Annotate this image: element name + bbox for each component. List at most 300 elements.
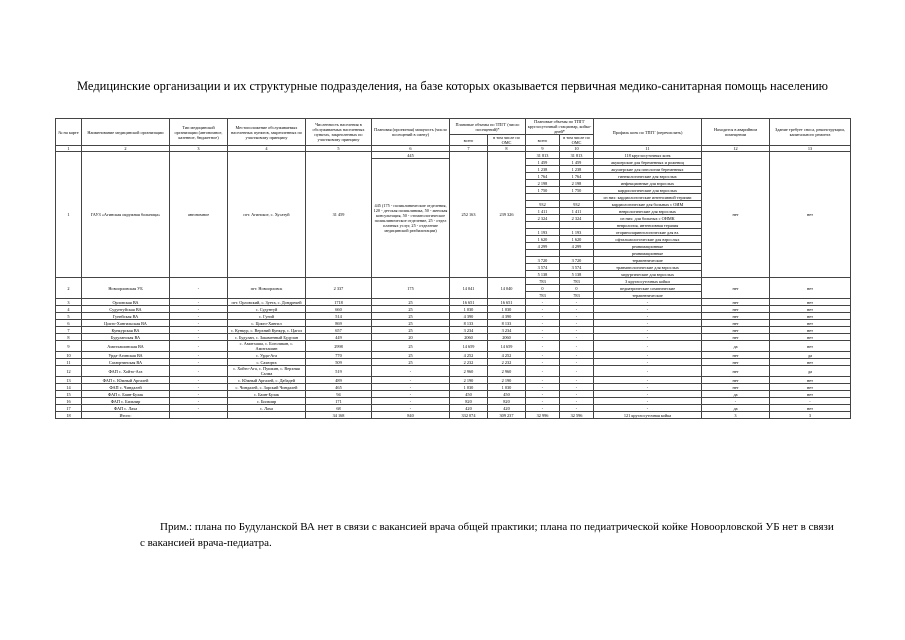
facility-name: Будуланская ВА bbox=[82, 334, 170, 341]
visits-oms: 2 190 bbox=[488, 377, 526, 384]
facility-name: ФАП с. Лаха bbox=[82, 405, 170, 412]
facility-capacity: - bbox=[372, 377, 450, 384]
demolition-status: нет bbox=[770, 278, 851, 299]
bed-total: 1 764 bbox=[526, 173, 560, 180]
bed-total: - bbox=[526, 384, 560, 391]
column-number: 12 bbox=[702, 146, 770, 152]
emergency-status: нет bbox=[702, 313, 770, 320]
bed-oms: 2 324 bbox=[560, 215, 594, 222]
column-number: 2 bbox=[82, 146, 170, 152]
bed-profile: - bbox=[594, 391, 702, 398]
bed-profile: кардиологические для больных с ОИМ bbox=[594, 201, 702, 208]
emergency-status: нет bbox=[702, 299, 770, 306]
header-population: Численность населения в обслуживаемых населенных пунктах, закрепленных по участковому принципу bbox=[306, 119, 372, 146]
visits-oms: 2060 bbox=[488, 334, 526, 341]
facility-name: Гунейская ВА bbox=[82, 313, 170, 320]
visits-total: 3 234 bbox=[450, 327, 488, 334]
bed-oms: - bbox=[560, 334, 594, 341]
bed-oms: 783 bbox=[560, 278, 594, 285]
emergency-status: нет bbox=[702, 306, 770, 313]
facility-location: пгт. Агинское, с. Хусатуй bbox=[228, 152, 306, 278]
demolition-status: нет bbox=[770, 384, 851, 391]
bed-total: - bbox=[526, 299, 560, 306]
visits-total: 2 960 bbox=[450, 366, 488, 377]
facility-location: с. Сахюрта bbox=[228, 359, 306, 366]
facility-name: ФАП с. Южный Аргалей bbox=[82, 377, 170, 384]
demolition-status: да bbox=[770, 366, 851, 377]
facility-name: Амитхашинская ВА bbox=[82, 341, 170, 352]
bed-profile: - bbox=[594, 352, 702, 359]
facility-location: с. Цокто-Хангил bbox=[228, 320, 306, 327]
facility-population: 465 bbox=[306, 384, 372, 391]
facility-capacity: - bbox=[372, 391, 450, 398]
bed-oms: - bbox=[560, 341, 594, 352]
emergency-status: нет bbox=[702, 377, 770, 384]
visits-oms: 450 bbox=[488, 391, 526, 398]
visits-total: 14 659 bbox=[450, 341, 488, 352]
bed-oms: - bbox=[560, 359, 594, 366]
facility-name: ФАП с. Хойто-Ага bbox=[82, 366, 170, 377]
bed-oms bbox=[560, 194, 594, 201]
bed-profile: реанимационные bbox=[594, 243, 702, 250]
bed-profile: - bbox=[594, 320, 702, 327]
facility-capacity-total: 445 bbox=[372, 152, 450, 159]
facility-population: 509 bbox=[306, 359, 372, 366]
visits-total: 2 232 bbox=[450, 359, 488, 366]
facility-capacity: 25 bbox=[372, 327, 450, 334]
bed-oms: 31 813 bbox=[560, 152, 594, 159]
table-row bbox=[56, 391, 851, 398]
facility-location: с. Хойто-Ага, с. Пушкин, с. Верхняя Салма bbox=[228, 366, 306, 377]
row-number: 8 bbox=[56, 334, 82, 341]
bed-oms: 3 574 bbox=[560, 264, 594, 271]
column-number: 3 bbox=[170, 146, 228, 152]
column-number: 11 bbox=[594, 146, 702, 152]
bed-profile: акушерские для патологии беременных bbox=[594, 166, 702, 173]
bed-profile: - bbox=[594, 341, 702, 352]
bed-oms: 2 198 bbox=[560, 180, 594, 187]
bed-profile: неврологические для взрослых bbox=[594, 208, 702, 215]
subheader-total: всего bbox=[526, 135, 560, 146]
bed-total: - bbox=[526, 405, 560, 412]
subheader-oms: в том числе по ОМС bbox=[488, 135, 526, 146]
header-no: № на карте bbox=[56, 119, 82, 146]
bed-oms: 3 720 bbox=[560, 257, 594, 264]
emergency-status: да bbox=[702, 391, 770, 398]
demolition-status: нет bbox=[770, 334, 851, 341]
row-number: 14 bbox=[56, 384, 82, 391]
header-name: Наименование медицинской организации bbox=[82, 119, 170, 146]
facility-population: 2998 bbox=[306, 341, 372, 352]
column-number: 10 bbox=[560, 146, 594, 152]
bed-profile: хирургические для взрослых bbox=[594, 271, 702, 278]
bed-oms: 1 620 bbox=[560, 236, 594, 243]
facility-location: с. Баин-Булак bbox=[228, 391, 306, 398]
bed-oms: - bbox=[560, 405, 594, 412]
bed-oms: - bbox=[560, 391, 594, 398]
facility-population: 770 bbox=[306, 352, 372, 359]
facility-population: 171 bbox=[306, 398, 372, 405]
bed-profile: - bbox=[594, 313, 702, 320]
facility-type: - bbox=[170, 278, 228, 299]
facility-name: Итого: bbox=[82, 412, 170, 419]
facility-capacity: - bbox=[372, 366, 450, 377]
bed-oms: 4 299 bbox=[560, 243, 594, 250]
bed-oms: - bbox=[560, 327, 594, 334]
visits-total: 2 190 bbox=[450, 377, 488, 384]
facility-population: 514 bbox=[306, 313, 372, 320]
facility-type: - bbox=[170, 327, 228, 334]
facility-name: Кункурская ВА bbox=[82, 327, 170, 334]
emergency-status: да bbox=[702, 341, 770, 352]
bed-oms: 0 bbox=[560, 285, 594, 292]
facility-population: 34 168 bbox=[306, 412, 372, 419]
facility-capacity: 25 bbox=[372, 341, 450, 352]
bed-profile: терапевтические bbox=[594, 292, 702, 299]
bed-profile: - bbox=[594, 384, 702, 391]
header-bed-profile: Профиль коек по ТПГГ (перечислить) bbox=[594, 119, 702, 146]
bed-oms: 32 596 bbox=[560, 412, 594, 419]
bed-total: 1 238 bbox=[526, 166, 560, 173]
header-demolition: Здание требует сноса, реконструкции, капитального ремонта bbox=[770, 119, 851, 146]
demolition-status: нет bbox=[770, 313, 851, 320]
header-visits: Плановые объемы по ТПГГ (число посещений)* bbox=[450, 119, 526, 135]
column-number: 5 bbox=[306, 146, 372, 152]
bed-profile: - bbox=[594, 327, 702, 334]
bed-profile: 121 круглосуточная койка bbox=[594, 412, 702, 419]
table-row bbox=[56, 313, 851, 320]
row-number: 3 bbox=[56, 299, 82, 306]
facility-name: Орловская ВА bbox=[82, 299, 170, 306]
visits-oms: 1 030 bbox=[488, 306, 526, 313]
facilities-table bbox=[55, 118, 851, 419]
emergency-status: нет bbox=[702, 320, 770, 327]
facility-location: с. Гунэй bbox=[228, 313, 306, 320]
bed-profile: офтальмологические для взрослых bbox=[594, 236, 702, 243]
bed-total: 783 bbox=[526, 278, 560, 285]
facility-location: с. Амитхаша, с. Боголикан, с. Амитхашин bbox=[228, 341, 306, 352]
facility-population: 489 bbox=[306, 377, 372, 384]
header-capacity: Плановая (проектная) мощность (число посещений в смену) bbox=[372, 119, 450, 146]
bed-oms: 1 238 bbox=[560, 166, 594, 173]
bed-oms: 783 bbox=[560, 292, 594, 299]
bed-total: - bbox=[526, 352, 560, 359]
facility-population: 449 bbox=[306, 334, 372, 341]
facility-capacity: 20 bbox=[372, 334, 450, 341]
bed-total: 2 198 bbox=[526, 180, 560, 187]
facility-population: 869 bbox=[306, 320, 372, 327]
row-number: 9 bbox=[56, 341, 82, 352]
facility-type: - bbox=[170, 366, 228, 377]
visits-total: 8 133 bbox=[450, 320, 488, 327]
facility-type: - bbox=[170, 398, 228, 405]
facility-location: пгт. Орловский, с. Зуета, с. Дондрекей bbox=[228, 299, 306, 306]
bed-total: - bbox=[526, 320, 560, 327]
demolition-status: нет bbox=[770, 299, 851, 306]
bed-total: 1 193 bbox=[526, 229, 560, 236]
bed-profile: из них: для больных с ОНМК bbox=[594, 215, 702, 222]
facility-type: - bbox=[170, 377, 228, 384]
bed-profile: терапевтические bbox=[594, 257, 702, 264]
row-number: 12 bbox=[56, 366, 82, 377]
row-number: 18 bbox=[56, 412, 82, 419]
table-row bbox=[56, 366, 851, 377]
facility-location: с. Урда-Ага bbox=[228, 352, 306, 359]
bed-oms: - bbox=[560, 366, 594, 377]
demolition-status: - bbox=[770, 398, 851, 405]
facility-name: ГАУЗ «Агинская окружная больница» bbox=[82, 152, 170, 278]
table-row bbox=[56, 341, 851, 352]
bed-total: - bbox=[526, 334, 560, 341]
facility-capacity: - bbox=[372, 384, 450, 391]
row-number: 5 bbox=[56, 313, 82, 320]
bed-profile: оториноларингологические для вз. bbox=[594, 229, 702, 236]
bed-total: - bbox=[526, 398, 560, 405]
facility-name: ФАП с. Чиндалей bbox=[82, 384, 170, 391]
visits-total: 2060 bbox=[450, 334, 488, 341]
table-row bbox=[56, 334, 851, 341]
facility-capacity: 175 bbox=[372, 278, 450, 299]
visits-oms: 3 234 bbox=[488, 327, 526, 334]
visits-oms: 239 326 bbox=[488, 152, 526, 278]
column-number: 13 bbox=[770, 146, 851, 152]
facility-population: 519 bbox=[306, 366, 372, 377]
demolition-status: нет bbox=[770, 306, 851, 313]
facility-name: ФАП с. Бильчир bbox=[82, 398, 170, 405]
facility-capacity: 25 bbox=[372, 313, 450, 320]
visits-total: 332 074 bbox=[450, 412, 488, 419]
bed-oms: - bbox=[560, 306, 594, 313]
row-number: 1 bbox=[56, 152, 82, 278]
emergency-status: нет bbox=[702, 384, 770, 391]
bed-oms: 1 750 bbox=[560, 187, 594, 194]
facility-name: Судунтуйская ВА bbox=[82, 306, 170, 313]
bed-profile: травматологические для взрослых bbox=[594, 264, 702, 271]
row-number: 4 bbox=[56, 306, 82, 313]
facility-capacity: - bbox=[372, 405, 450, 412]
visits-oms: 4 390 bbox=[488, 313, 526, 320]
visits-total: 420 bbox=[450, 405, 488, 412]
visits-total: 14 041 bbox=[450, 278, 488, 299]
subheader-oms: в том числе по ОМС bbox=[560, 135, 594, 146]
bed-profile: кардиологические для взрослых bbox=[594, 187, 702, 194]
column-number: 6 bbox=[372, 146, 450, 152]
bed-oms: 1 411 bbox=[560, 208, 594, 215]
table-row bbox=[56, 384, 851, 391]
facility-type: - bbox=[170, 384, 228, 391]
bed-total: - bbox=[526, 327, 560, 334]
row-number: 16 bbox=[56, 398, 82, 405]
row-number: 17 bbox=[56, 405, 82, 412]
bed-total: 783 bbox=[526, 292, 560, 299]
demolition-status: нет bbox=[770, 327, 851, 334]
emergency-status: - bbox=[702, 398, 770, 405]
bed-total: 2 324 bbox=[526, 215, 560, 222]
visits-oms: 8 133 bbox=[488, 320, 526, 327]
bed-total: 0 bbox=[526, 285, 560, 292]
row-number: 15 bbox=[56, 391, 82, 398]
bed-total: - bbox=[526, 306, 560, 313]
facility-type: - bbox=[170, 320, 228, 327]
column-number: 7 bbox=[450, 146, 488, 152]
bed-profile: - bbox=[594, 377, 702, 384]
visits-oms: 2 960 bbox=[488, 366, 526, 377]
header-type: Тип медицинской организации (автономное, казенное, бюджетное) bbox=[170, 119, 228, 146]
visits-oms: 2 232 bbox=[488, 359, 526, 366]
bed-total: - bbox=[526, 377, 560, 384]
facility-type: - bbox=[170, 313, 228, 320]
emergency-status: нет bbox=[702, 327, 770, 334]
demolition-status: нет bbox=[770, 152, 851, 278]
bed-profile: - bbox=[594, 299, 702, 306]
facility-location: с. Южный Аргалей, с. Дабадей bbox=[228, 377, 306, 384]
demolition-status: нет bbox=[770, 405, 851, 412]
facility-capacity: 25 bbox=[372, 320, 450, 327]
visits-total: 4 390 bbox=[450, 313, 488, 320]
bed-profile: инфекционные для взрослых bbox=[594, 180, 702, 187]
visits-total: 4 252 bbox=[450, 352, 488, 359]
row-number: 7 bbox=[56, 327, 82, 334]
facility-capacity: 25 bbox=[372, 306, 450, 313]
bed-oms: - bbox=[560, 313, 594, 320]
facility-location: с. Лаха bbox=[228, 405, 306, 412]
header-beds: Плановые объемы по ТПГГ круглосуточный стационар, койко-дней* bbox=[526, 119, 594, 135]
bed-profile: - bbox=[594, 306, 702, 313]
bed-oms: 1 459 bbox=[560, 159, 594, 166]
table-row bbox=[56, 377, 851, 384]
table-row bbox=[56, 405, 851, 412]
bed-total: 1 620 bbox=[526, 236, 560, 243]
facility-population: 657 bbox=[306, 327, 372, 334]
bed-total: - bbox=[526, 359, 560, 366]
facility-population: 660 bbox=[306, 306, 372, 313]
facility-population: 68 bbox=[306, 405, 372, 412]
bed-total bbox=[526, 222, 560, 229]
demolition-status: нет bbox=[770, 359, 851, 366]
table-row bbox=[56, 278, 851, 285]
column-number: 4 bbox=[228, 146, 306, 152]
bed-oms: - bbox=[560, 377, 594, 384]
bed-total: 3 574 bbox=[526, 264, 560, 271]
demolition-status: нет bbox=[770, 320, 851, 327]
facility-type: - bbox=[170, 334, 228, 341]
visits-oms: 820 bbox=[488, 398, 526, 405]
facility-capacity: - bbox=[372, 398, 450, 405]
bed-total: 1 459 bbox=[526, 159, 560, 166]
table-row bbox=[56, 306, 851, 313]
facility-capacity: 25 bbox=[372, 299, 450, 306]
visits-oms: 4 252 bbox=[488, 352, 526, 359]
visits-oms: 16 651 bbox=[488, 299, 526, 306]
demolition-status: 3 bbox=[770, 412, 851, 419]
facility-population: 31 459 bbox=[306, 152, 372, 278]
facility-type: автономное bbox=[170, 152, 228, 278]
table-row bbox=[56, 359, 851, 366]
bed-profile: - bbox=[594, 334, 702, 341]
facility-population: 94 bbox=[306, 391, 372, 398]
bed-total: 4 299 bbox=[526, 243, 560, 250]
column-number: 9 bbox=[526, 146, 560, 152]
bed-total: - bbox=[526, 391, 560, 398]
facility-type: - bbox=[170, 391, 228, 398]
facility-capacity: 25 bbox=[372, 359, 450, 366]
emergency-status: нет bbox=[702, 366, 770, 377]
visits-oms: 1 030 bbox=[488, 384, 526, 391]
emergency-status: нет bbox=[702, 334, 770, 341]
facility-type: - bbox=[170, 352, 228, 359]
bed-profile: реанимационные bbox=[594, 250, 702, 257]
visits-oms: 420 bbox=[488, 405, 526, 412]
demolition-status: да bbox=[770, 352, 851, 359]
bed-profile: - bbox=[594, 359, 702, 366]
row-number: 2 bbox=[56, 278, 82, 299]
visits-oms: 309 237 bbox=[488, 412, 526, 419]
bed-oms: - bbox=[560, 398, 594, 405]
bed-profile: гинекологические для взрослых bbox=[594, 173, 702, 180]
bed-total: 3 720 bbox=[526, 257, 560, 264]
bed-total: 932 bbox=[526, 201, 560, 208]
facility-type: - bbox=[170, 306, 228, 313]
table-row bbox=[56, 320, 851, 327]
table-row bbox=[56, 299, 851, 306]
facility-location: с. Кункур, с. Верхний Кункур, с. Цагол bbox=[228, 327, 306, 334]
emergency-status: нет bbox=[702, 359, 770, 366]
facility-location: с. Судунтуй bbox=[228, 306, 306, 313]
bed-oms bbox=[560, 250, 594, 257]
table-row bbox=[56, 412, 851, 419]
facility-capacity: 840 bbox=[372, 412, 450, 419]
visits-oms: 14 040 bbox=[488, 278, 526, 299]
facility-name: ФАП с. Баин-Булак bbox=[82, 391, 170, 398]
facility-type bbox=[170, 412, 228, 419]
facility-name: Урда-Агинская ВА bbox=[82, 352, 170, 359]
emergency-status: нет bbox=[702, 278, 770, 299]
demolition-status: нет bbox=[770, 341, 851, 352]
bed-oms: 5 138 bbox=[560, 271, 594, 278]
bed-total: 1 411 bbox=[526, 208, 560, 215]
bed-total: - bbox=[526, 366, 560, 377]
column-number: 8 bbox=[488, 146, 526, 152]
footnote: Прим.: плана по Будуланской ВА нет в связи с вакансией врача общей практики; плана по педиатрической койке Новоорловской УБ нет в связи с вакансией врача-педиатра. bbox=[140, 521, 834, 549]
demolition-status: нет bbox=[770, 391, 851, 398]
bed-oms: 1 764 bbox=[560, 173, 594, 180]
visits-total: 1 030 bbox=[450, 384, 488, 391]
header-row bbox=[56, 119, 851, 135]
table-row bbox=[56, 327, 851, 334]
facility-location: пгт. Новоорловск bbox=[228, 278, 306, 299]
facility-name: Цокто-Хангильская ВА bbox=[82, 320, 170, 327]
row-number: 6 bbox=[56, 320, 82, 327]
table-row bbox=[56, 152, 851, 159]
facility-location: с. Бильчир bbox=[228, 398, 306, 405]
bed-oms: 1 193 bbox=[560, 229, 594, 236]
emergency-status: нет bbox=[702, 352, 770, 359]
row-number: 11 bbox=[56, 359, 82, 366]
facility-location bbox=[228, 412, 306, 419]
bed-oms: - bbox=[560, 352, 594, 359]
facility-name: Сахюртинская ВА bbox=[82, 359, 170, 366]
bed-oms: 932 bbox=[560, 201, 594, 208]
facility-capacity: 25 bbox=[372, 352, 450, 359]
visits-oms: 14 659 bbox=[488, 341, 526, 352]
bed-total bbox=[526, 194, 560, 201]
table-row bbox=[56, 398, 851, 405]
column-number: 1 bbox=[56, 146, 82, 152]
facility-population: 1718 bbox=[306, 299, 372, 306]
facility-location: с. Будулан, с. Закаменный Будулан bbox=[228, 334, 306, 341]
header-emergency: Находится в аварийном помещении bbox=[702, 119, 770, 146]
emergency-status: нет bbox=[702, 152, 770, 278]
